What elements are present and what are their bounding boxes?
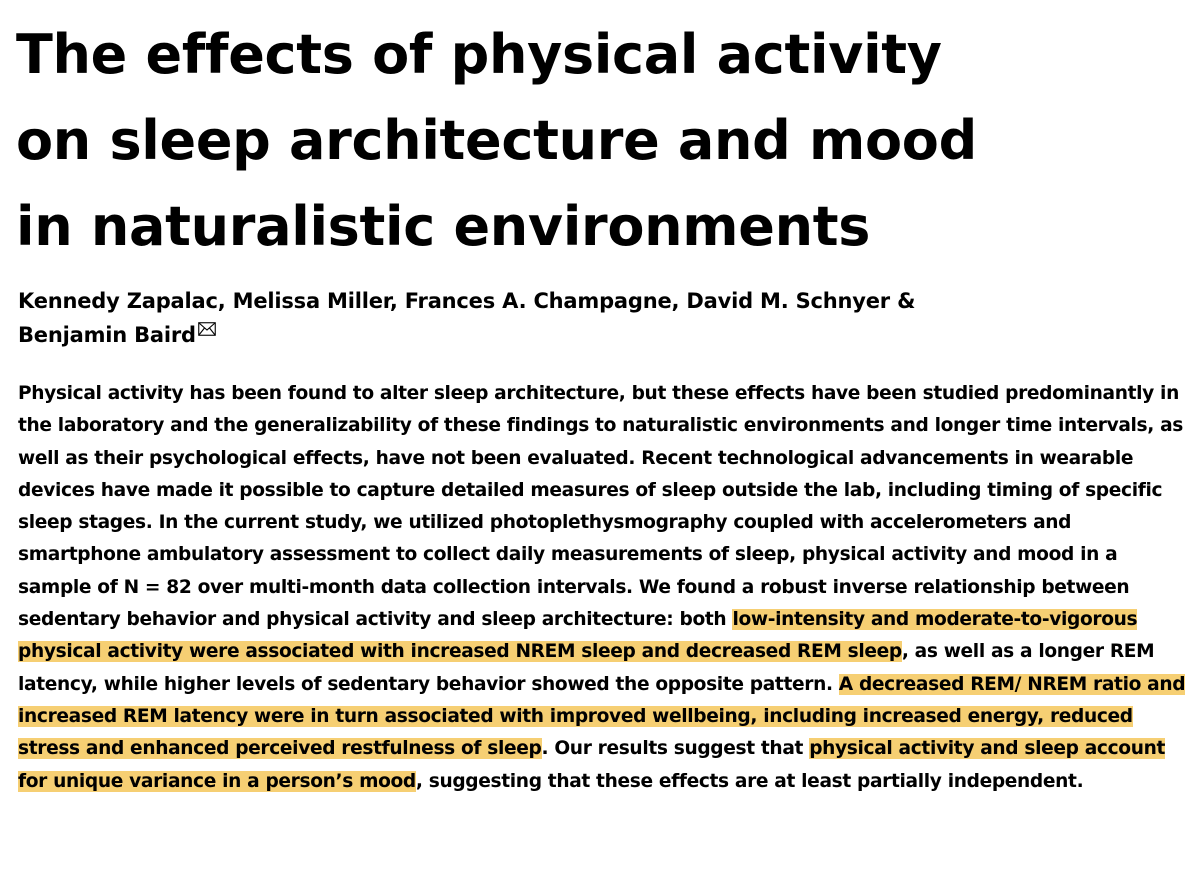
highlighted-text: physical activity and sleep account for unique variance in a person’s mood [18,738,1166,792]
highlighted-text: A decreased REM/ NREM ratio and increased REM latency were in turn associated with improved wellbeing, including increased energy, reduced stress and enhanced perceived restfulness of sleep [18,673,1186,760]
abstract [18,378,1188,798]
corresponding-author: Benjamin Baird [18,323,196,347]
authors-line: Kennedy Zapalac, Melissa Miller, Frances A. Champagne, David M. Schnyer & [18,289,916,313]
envelope-icon[interactable] [198,322,216,336]
abstract-text: , suggesting that these effects are at least partially independent. [415,770,1084,792]
title-line: on sleep architecture and mood [16,109,977,172]
title-line: in naturalistic environments [16,195,871,258]
abstract-text: , as well as a longer REM latency, while higher levels of sedentary behavior showed the opposite pattern. [18,641,1155,695]
author-list [18,284,1178,352]
title-line: The effects of physical activity [16,23,942,86]
paper-title [16,12,1186,270]
abstract-text: . Our results suggest that [541,738,810,760]
abstract-text: Physical activity has been found to alter sleep architecture, but these effects have been studied predominantly in the laboratory and the generalizability of these findings to naturalistic environments and longer time intervals, as well as their psychological effects, have not been evaluated. Recent technological advancements in wearable devices have made it possible to capture detailed measures of sleep outside the lab, including timing of specific sleep stages. In the current study, we utilized photoplethysmography coupled with accelerometers and smartphone ambulatory assessment to collect daily measurements of sleep, physical activity and mood in a sample of N = 82 over multi-month data collection intervals. We found a robust inverse relationship between sedentary behavior and physical activity and sleep architecture: both [18,383,1184,631]
highlighted-text: low-intensity and moderate-to-vigorous physical activity were associated with increased NREM sleep and decreased REM sleep [18,609,1138,663]
